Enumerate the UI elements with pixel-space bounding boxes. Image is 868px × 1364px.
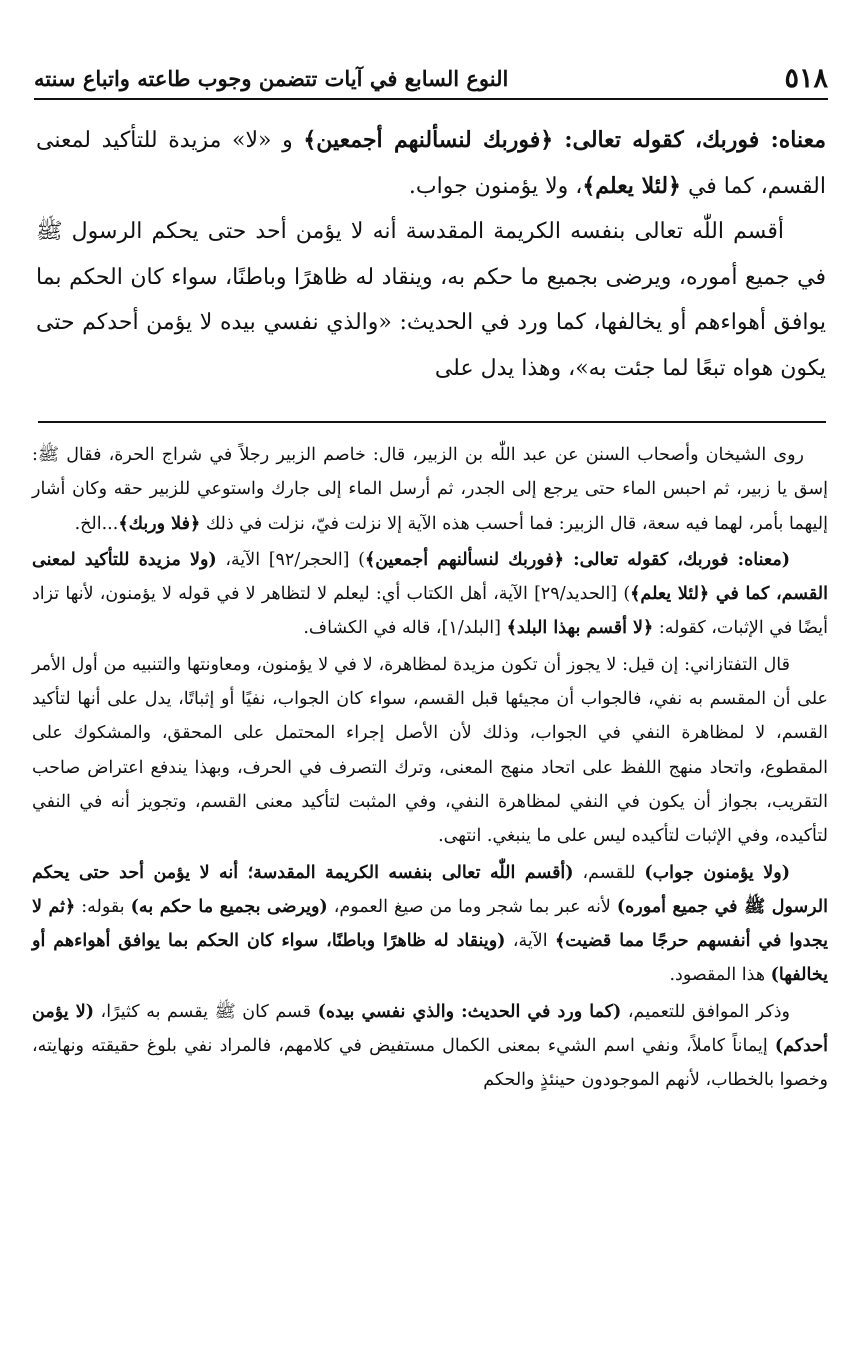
text-run: للقسم، xyxy=(573,862,645,883)
text-run: ) [الحجر/٩٢] الآية، xyxy=(216,549,365,570)
text-run: بقوله: xyxy=(75,896,131,917)
text-run: (أقسم اللّٰه تعالى بنفسه الكريمة المقدسة؛ أنه لا يؤمن أحد حتى يحكم الرسول ﷺ في جميع أموره) xyxy=(32,862,828,917)
text-run: إيماناً كاملاً، ونفي اسم الشيء بمعنى الكمال مستفيض في كلامهم، فالمراد نفي بلوغ حقيقته ونهايته، وخصوا بالخطاب، لأنهم الموجودون حينئذٍ والحكم xyxy=(32,1036,828,1091)
main-paragraph-1 xyxy=(36,118,826,209)
main-paragraph-2 xyxy=(36,209,826,391)
quran-quote: ﴿لئلا يعلم﴾ xyxy=(630,584,710,605)
text-run: هذا المقصود. xyxy=(669,965,771,986)
note-paragraph-1 xyxy=(32,438,828,541)
text-run: (ولا يؤمنون جواب) xyxy=(644,862,790,883)
text-run: و «لا» مزيدة للتأكيد لمعنى القسم، كما في xyxy=(36,128,826,199)
text-run: (كما ورد في الحديث: والذي نفسي بيده) xyxy=(317,1001,622,1022)
text-run: أقسم اللّٰه تعالى بنفسه الكريمة المقدسة أنه لا يؤمن أحد حتى يحكم الرسول ﷺ في جميع أموره، ويرضى بجميع ما حكم به، وينقاد له ظاهرًا وباطنًا، سواء كان الحكم بما يوافق أهواءهم أو يخالفها، كما ورد في الحديث: «والذي نفسي بيده لا يؤمن أحدكم حتى يكون هواه تبعًا لما جئت به»، وهذا يدل على xyxy=(36,219,826,381)
text-run: لأنه عبر بما شجر وما من صيغ العموم، xyxy=(327,896,617,917)
note-paragraph-3 xyxy=(32,648,828,854)
text-run: (لا يؤمن أحدكم) xyxy=(32,1001,828,1057)
text-run: قسم كان ﷺ يقسم به كثيرًا، xyxy=(93,1001,318,1022)
text-run: ...الخ. xyxy=(74,513,119,534)
page-number: ٥١٨ xyxy=(784,62,828,94)
text-run: (معناه: فوربك، كقوله تعالى: xyxy=(563,549,791,570)
page-header xyxy=(34,58,828,100)
text-run: (وينقاد له ظاهرًا وباطنًا، سواء كان الحكم بما يوافق أهواءهم أو يخالفها) xyxy=(32,931,828,986)
note-paragraph-2 xyxy=(32,543,828,646)
quran-quote: ﴿لا أقسم بهذا البلد﴾ xyxy=(506,618,654,639)
text-run: وذكر الموافق للتعميم، xyxy=(621,1001,790,1022)
text-run: (ويرضى بجميع ما حكم به) xyxy=(130,896,328,917)
quran-quote: ﴿فوربك لنسألنهم أجمعين﴾ xyxy=(364,549,564,570)
text-run: ) [الحديد/٢٩] الآية، أهل الكتاب أي: ليعلم لا لتظاهر لا في قوله لا يؤمنون، لأنها تزاد أيضًا في الإثبات، كقوله: xyxy=(32,584,828,639)
footnote-divider xyxy=(38,421,826,423)
text-run: معناه: فوربك، كقوله تعالى: xyxy=(553,127,826,153)
main-text xyxy=(36,118,826,391)
quran-quote: ﴿فلا وربك﴾ xyxy=(118,513,201,534)
note-paragraph-5 xyxy=(32,995,828,1098)
commentary xyxy=(32,438,828,1100)
text-run: ، ولا يؤمنون جواب. xyxy=(408,173,583,199)
text-run: (ولا مزيدة للتأكيد لمعنى القسم، كما في xyxy=(32,549,828,605)
running-title: النوع السابع في آيات تتضمن وجوب طاعته واتباع سنته xyxy=(34,65,509,91)
text-run: روى الشيخان وأصحاب السنن عن عبد اللّٰه بن الزبير، قال: خاصم الزبير رجلاً في شراج الحرة، فقال ﷺ: إسق يا زبير، ثم احبس الماء حتى يرجع إلى الجدر، ثم أرسل الماء إلى جارك واستوعي للزبير حقه وكان أشار إليهما بأمر، لهما فيه سعة، قال الزبير: فما أحسب هذه الآية إلا نزلت فيّ، نزلت في ذلك xyxy=(32,445,828,534)
quran-quote: ﴿لئلا يعلم﴾ xyxy=(582,172,681,199)
quran-quote: ﴿فوربك لنسألنهم أجمعين﴾ xyxy=(303,127,554,153)
text-run: قال التفتازاني: إن قيل: لا يجوز أن تكون مزيدة لمظاهرة، لا في لا يؤمنون، ومعاونتها والتنبيه من أول الأمر على أن المقسم به نفي، فالجواب أن مجيئها قبل القسم، سواء كان الجواب، نفيًا أو إثباتًا، يدل على أنها لتأكيد القسم، لا لمظاهرة النفي في الجواب، وذلك لأن الأصل إجراء المحتمل على المحقق، والمشكوك على المقطوع، واتحاد منهج اللفظ على اتحاد منهج المعنى، وترك التصرف في الحرف، وبهذا يندفع اعتراض صاحب التقريب، بجواز أن يكون في النفي لمظاهرة النفي، وفي المثبت لتأكيد معنى القسم، وتجويز أنه في النفي لتأكيده، وفي الإثبات لتأكيده ليس على ما ينبغي. انتهى. xyxy=(32,654,828,847)
text-run: [البلد/١]، قاله في الكشاف. xyxy=(303,618,507,639)
quran-quote: ﴿ثم لا يجدوا في أنفسهم حرجًا مما قضيت﴾ xyxy=(32,896,828,952)
text-run: الآية، xyxy=(505,931,556,952)
note-paragraph-4 xyxy=(32,856,828,993)
